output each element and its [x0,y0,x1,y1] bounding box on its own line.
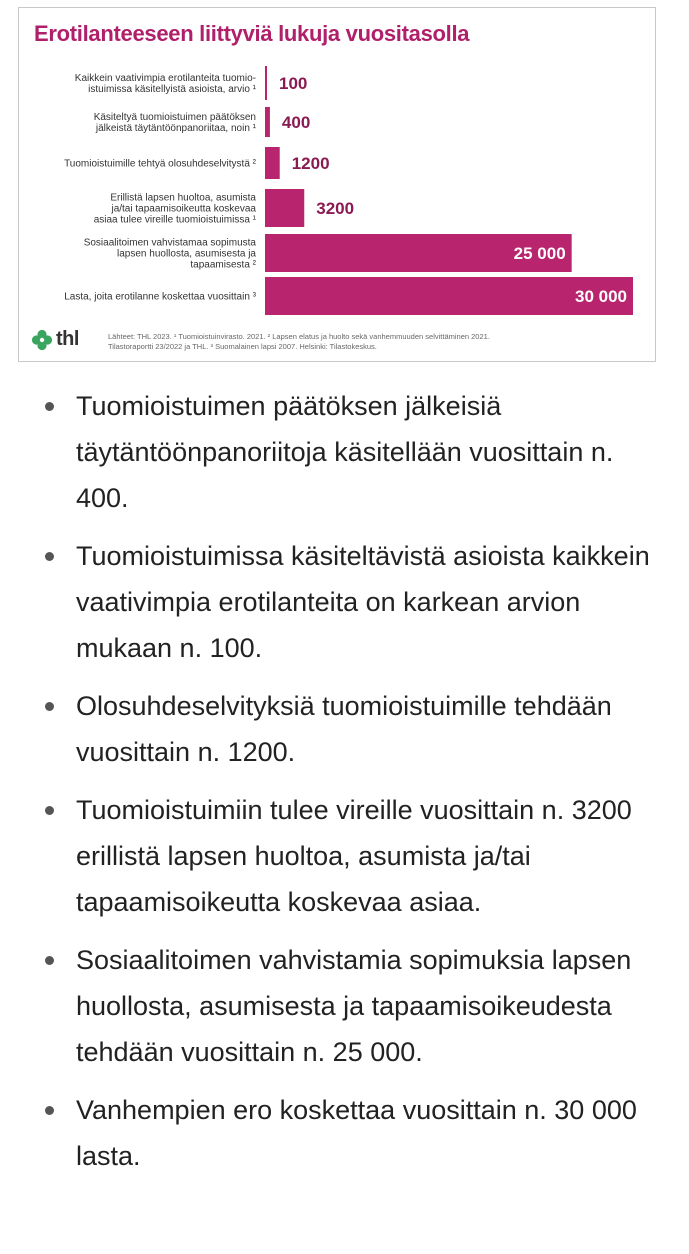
category-label: Lasta, joita erotilanne koskettaa vuosittain ³ [64,291,256,303]
value-label: 30 000 [575,287,627,306]
category-label: Sosiaalitoimen vahvistamaa sopimusta lapsen huollosta, asumisesta ja tapaamisesta ² [83,237,256,271]
list-item: Tuomioistuimissa käsiteltävistä asioista kaikkein vaativimpia erotilanteita on karkean arvion mukaan n. 100. [0,533,689,671]
bullet-icon [45,702,54,711]
sources-line-1: Lähteet: THL 2023. ¹ Tuomioistuinvirasto. 2021. ² Lapsen elatus ja huolto sekä vanhemmuuden selvittäminen 2021. [108,332,490,341]
bullet-icon [45,402,54,411]
list-item: Tuomioistuimiin tulee vireille vuosittain n. 3200 erillistä lapsen huoltoa, asumista ja/tai tapaamisoikeutta koskevaa asiaa. [0,787,689,925]
sources-text [108,332,638,352]
bullet-icon [45,806,54,815]
bar-chart [19,8,655,323]
chart-card [18,7,656,362]
bullet-icon [45,1106,54,1115]
bullet-icon [45,956,54,965]
value-label: 1200 [291,154,330,173]
value-label: 400 [281,113,311,132]
bar [265,147,280,179]
value-label: 100 [279,74,308,93]
fact-list [0,383,689,1191]
bullet-icon [45,552,54,561]
list-item: Tuomioistuimen päätöksen jälkeisiä täytäntöönpanoriitoja käsitellään vuosittain n. 400. [0,383,689,521]
chart-title: Erotilanteeseen liittyviä lukuja vuositasolla [34,21,470,46]
bar [265,189,304,227]
thl-logo [31,328,79,351]
logo-text: thl [56,328,79,350]
category-label: Käsiteltyä tuomioistuimen päätöksen jälkeistä täytäntöönpanoriitaa, noin ¹ [93,112,256,134]
chart-footer [31,326,645,356]
bar [265,107,270,137]
value-label: 25 000 [513,244,566,263]
category-label: Tuomioistuimille tehtyä olosuhdeselvitystä ² [64,158,256,170]
category-label: Kaikkein vaativimpia erotilanteita tuomio-istuimissa käsitellyistä asioista, arvio ¹ [74,73,256,95]
list-item: Vanhempien ero koskettaa vuosittain n. 30 000 lasta. [0,1087,689,1179]
sources-line-2: Tilastoraportti 23/2022 ja THL. ³ Suomalainen lapsi 2007. Helsinki: Tilastokeskus. [108,342,377,351]
value-label: 3200 [316,199,355,218]
clover-icon [31,329,53,351]
bar [265,66,267,100]
list-item: Olosuhdeselvityksiä tuomioistuimille tehdään vuosittain n. 1200. [0,683,689,775]
list-item: Sosiaalitoimen vahvistamia sopimuksia lapsen huollosta, asumisesta ja tapaamisoikeudesta tehdään vuosittain n. 25 000. [0,937,689,1075]
category-label: Erillistä lapsen huoltoa, asumista ja/tai tapaamisoikeutta koskevaa asiaa tulee vireille tuomioistuimissa ¹ [93,192,256,226]
